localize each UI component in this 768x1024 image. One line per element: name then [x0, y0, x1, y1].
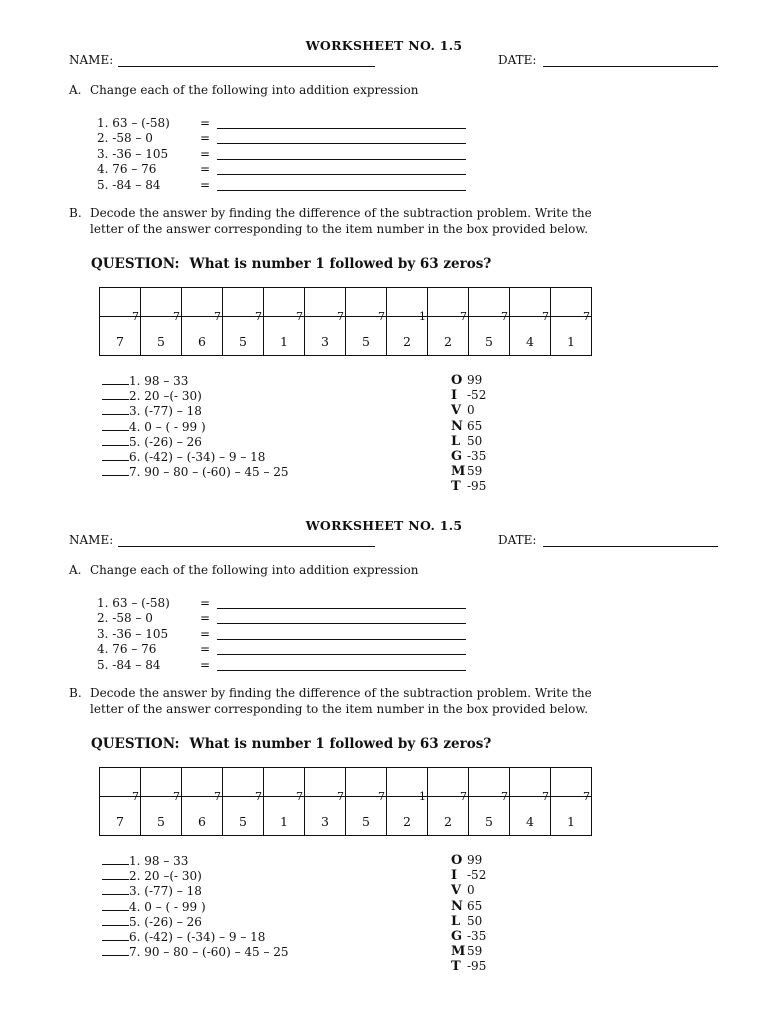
answer-line[interactable] [217, 639, 466, 640]
key-letter: L [451, 433, 461, 449]
name-label: NAME: [69, 533, 114, 547]
equals-sign: = [200, 596, 211, 610]
key-letter: M [451, 464, 466, 480]
problem-item [102, 419, 289, 434]
item-expression: 5. -84 – 84 [97, 177, 161, 192]
key-row [451, 899, 531, 914]
box-number: 3 [321, 813, 329, 829]
equals-sign: = [200, 657, 211, 672]
problem-answer-blank[interactable] [102, 373, 129, 385]
key-row [451, 883, 531, 898]
answer-line[interactable] [217, 143, 466, 144]
box-superscript: 7 [255, 310, 262, 323]
box-number: 4 [526, 333, 534, 349]
box-superscript: 7 [296, 310, 303, 323]
box-superscript: 1 [419, 310, 426, 323]
problem-answer-blank[interactable] [102, 449, 129, 461]
key-row [451, 403, 531, 418]
list-item [97, 642, 477, 657]
worksheet-title: WORKSHEET NO. 1.5 [305, 38, 463, 53]
box-superscript: 7 [460, 790, 467, 803]
key-value: 65 [467, 898, 483, 913]
key-value: -95 [467, 959, 487, 974]
item-expression: 4. 76 – 76 [97, 642, 157, 657]
box-superscript: 7 [378, 790, 385, 803]
box-number: 5 [362, 333, 370, 349]
key-row [451, 929, 531, 944]
problem-text: 6. (-42) – (-34) – 9 – 18 [129, 929, 266, 944]
number-box [223, 790, 264, 836]
problem-item [102, 883, 289, 898]
list-item [97, 596, 477, 611]
box-number: 1 [280, 333, 288, 349]
problem-text: 2. 20 –(- 30) [129, 869, 202, 884]
box-superscript: 7 [214, 790, 221, 803]
problem-text: 6. (-42) – (-34) – 9 – 18 [129, 449, 266, 464]
key-letter: G [451, 928, 463, 944]
key-value: 99 [467, 853, 483, 867]
key-letter: I [451, 388, 458, 404]
key-row [451, 914, 531, 929]
section-a-text: Change each of the following into addition expression [90, 83, 419, 97]
key-row [451, 434, 531, 449]
item-expression: 5. -84 – 84 [97, 657, 161, 672]
number-box [264, 310, 305, 356]
box-number: 4 [526, 813, 534, 829]
number-box [387, 790, 428, 836]
box-number: 5 [239, 813, 247, 829]
item-expression: 1. 63 – (-58) [97, 596, 170, 610]
number-box [551, 790, 592, 836]
box-superscript: 7 [542, 790, 549, 803]
box-superscript: 7 [337, 790, 344, 803]
key-value: 50 [467, 913, 483, 928]
box-number: 2 [403, 813, 411, 829]
number-box [469, 310, 510, 356]
box-superscript: 7 [132, 310, 139, 323]
box-superscript: 7 [583, 310, 590, 323]
problem-answer-blank[interactable] [102, 388, 129, 400]
box-superscript: 7 [173, 790, 180, 803]
worksheet-copy-1 [0, 38, 768, 518]
key-value: 99 [467, 373, 483, 387]
box-superscript: 7 [501, 790, 508, 803]
worksheet-copy-2 [0, 518, 768, 998]
question-label: QUESTION: [91, 736, 180, 752]
box-superscript: 7 [542, 310, 549, 323]
number-box [428, 790, 469, 836]
number-box [469, 790, 510, 836]
problem-item [102, 464, 289, 479]
section-b-line-2: letter of the answer corresponding to the item number in the box provided below. [90, 221, 589, 236]
key-row [451, 419, 531, 434]
number-box [305, 790, 346, 836]
list-item [97, 658, 477, 673]
key-row [451, 944, 531, 959]
equals-sign: = [200, 131, 211, 146]
question [91, 256, 491, 272]
box-number: 5 [485, 813, 493, 829]
problem-text: 4. 0 – ( - 99 ) [129, 899, 206, 914]
key-value: 0 [467, 883, 475, 898]
key-row [451, 449, 531, 464]
section-b-instruction [69, 686, 709, 717]
question-label: QUESTION: [91, 256, 180, 272]
box-number: 5 [157, 333, 165, 349]
subtraction-problems [102, 853, 289, 959]
name-field[interactable] [118, 66, 375, 67]
box-superscript: 7 [460, 310, 467, 323]
box-superscript: 7 [255, 790, 262, 803]
problem-text: 3. (-77) – 18 [129, 404, 202, 419]
section-a-items [97, 596, 477, 673]
equals-sign: = [200, 146, 211, 161]
list-item [97, 162, 477, 177]
problem-item [102, 373, 289, 388]
item-expression: 3. -36 – 105 [97, 146, 169, 161]
problem-text: 1. 98 – 33 [129, 854, 189, 868]
problem-answer-blank[interactable] [102, 899, 129, 911]
section-b-letter: B. [69, 686, 82, 700]
number-box [510, 310, 551, 356]
number-box [182, 310, 223, 356]
key-row [451, 853, 531, 868]
list-item [97, 147, 477, 162]
number-box [264, 790, 305, 836]
problem-text: 7. 90 – 80 – (-60) – 45 – 25 [129, 945, 289, 960]
problem-item [102, 403, 289, 418]
section-b-line-2: letter of the answer corresponding to the item number in the box provided below. [90, 701, 589, 716]
problem-text: 2. 20 –(- 30) [129, 389, 202, 404]
number-box [182, 790, 223, 836]
problem-answer-blank[interactable] [102, 883, 129, 895]
key-letter: N [451, 418, 463, 434]
key-letter: V [451, 883, 462, 899]
question [91, 736, 491, 752]
problem-answer-blank[interactable] [102, 914, 129, 926]
box-number: 7 [116, 813, 124, 829]
number-box [346, 790, 387, 836]
equals-sign: = [200, 611, 211, 626]
answer-key [451, 373, 531, 495]
problem-text: 7. 90 – 80 – (-60) – 45 – 25 [129, 465, 289, 480]
box-number: 5 [485, 333, 493, 349]
problem-item [102, 914, 289, 929]
box-number: 1 [567, 333, 575, 349]
list-item [97, 627, 477, 642]
problem-answer-blank[interactable] [102, 868, 129, 880]
problem-text: 5. (-26) – 26 [129, 434, 202, 449]
box-superscript: 7 [173, 310, 180, 323]
list-item [97, 116, 477, 131]
problem-item [102, 449, 289, 464]
section-b-line-1: Decode the answer by finding the difference of the subtraction problem. Write the [90, 686, 592, 700]
section-a-letter: A. [69, 83, 82, 97]
problem-answer-blank[interactable] [102, 464, 129, 476]
box-superscript: 7 [214, 310, 221, 323]
section-b-line-1: Decode the answer by finding the difference of the subtraction problem. Write the [90, 206, 592, 220]
key-value: -35 [467, 448, 487, 463]
name-label: NAME: [69, 53, 114, 67]
item-expression: 2. -58 – 0 [97, 611, 153, 626]
number-box [551, 310, 592, 356]
box-number: 6 [198, 813, 206, 829]
section-b-letter: B. [69, 206, 82, 220]
number-box [100, 790, 141, 836]
section-a-letter: A. [69, 563, 82, 577]
date-label: DATE: [498, 53, 537, 67]
number-box [100, 310, 141, 356]
key-letter: T [451, 959, 461, 975]
date-label: DATE: [498, 533, 537, 547]
number-box [510, 790, 551, 836]
number-box [387, 310, 428, 356]
list-item [97, 178, 477, 193]
key-value: 50 [467, 433, 483, 448]
problem-text: 4. 0 – ( - 99 ) [129, 419, 206, 434]
box-number: 2 [403, 333, 411, 349]
question-text: What is number 1 followed by 63 zeros? [189, 736, 492, 752]
problem-answer-blank[interactable] [102, 403, 129, 415]
number-box [141, 790, 182, 836]
key-letter: V [451, 403, 462, 419]
equals-sign: = [200, 116, 211, 130]
box-superscript: 7 [501, 310, 508, 323]
key-value: 59 [467, 944, 483, 959]
key-row [451, 464, 531, 479]
key-value: -95 [467, 479, 487, 494]
key-letter: T [451, 479, 461, 495]
key-row [451, 373, 531, 388]
key-row [451, 868, 531, 883]
question-text: What is number 1 followed by 63 zeros? [189, 256, 492, 272]
equals-sign: = [200, 642, 211, 657]
answer-line[interactable] [217, 174, 466, 175]
key-value: -52 [467, 388, 487, 403]
item-expression: 1. 63 – (-58) [97, 116, 170, 130]
worksheet-title: WORKSHEET NO. 1.5 [305, 518, 463, 533]
section-a-items [97, 116, 477, 193]
key-letter: O [451, 373, 463, 388]
number-box [305, 310, 346, 356]
number-box [428, 310, 469, 356]
answer-line[interactable] [217, 608, 466, 609]
key-letter: L [451, 913, 461, 929]
box-number: 1 [280, 813, 288, 829]
key-letter: N [451, 898, 463, 914]
key-letter: I [451, 868, 458, 884]
problem-text: 5. (-26) – 26 [129, 914, 202, 929]
problem-item [102, 944, 289, 959]
section-b-instruction [69, 206, 709, 237]
number-box [141, 310, 182, 356]
key-value: -35 [467, 928, 487, 943]
problem-text: 1. 98 – 33 [129, 374, 189, 388]
box-superscript: 7 [132, 790, 139, 803]
box-number: 5 [362, 813, 370, 829]
box-number: 6 [198, 333, 206, 349]
problem-item [102, 899, 289, 914]
answer-line[interactable] [217, 623, 466, 624]
key-letter: O [451, 853, 463, 868]
equals-sign: = [200, 177, 211, 192]
key-row [451, 959, 531, 974]
box-number: 5 [239, 333, 247, 349]
problem-item [102, 868, 289, 883]
key-row [451, 388, 531, 403]
date-field[interactable] [543, 546, 718, 547]
equals-sign: = [200, 162, 211, 177]
box-superscript: 7 [337, 310, 344, 323]
answer-grid [99, 767, 592, 836]
key-letter: M [451, 944, 466, 960]
key-value: 65 [467, 418, 483, 433]
answer-line[interactable] [217, 670, 466, 671]
box-superscript: 7 [583, 790, 590, 803]
problem-item [102, 434, 289, 449]
box-superscript: 7 [296, 790, 303, 803]
date-field[interactable] [543, 66, 718, 67]
list-item [97, 131, 477, 146]
box-number: 3 [321, 333, 329, 349]
box-superscript: 7 [378, 310, 385, 323]
answer-line[interactable] [217, 128, 466, 129]
box-number: 2 [444, 813, 452, 829]
box-number: 1 [567, 813, 575, 829]
section-a-instruction [69, 563, 418, 577]
box-number: 2 [444, 333, 452, 349]
item-expression: 3. -36 – 105 [97, 626, 169, 641]
answer-line[interactable] [217, 654, 466, 655]
subtraction-problems [102, 373, 289, 479]
equals-sign: = [200, 626, 211, 641]
key-value: 59 [467, 464, 483, 479]
answer-grid [99, 287, 592, 356]
key-value: 0 [467, 403, 475, 418]
key-letter: G [451, 448, 463, 464]
key-value: -52 [467, 868, 487, 883]
item-expression: 4. 76 – 76 [97, 162, 157, 177]
key-row [451, 479, 531, 494]
section-a-text: Change each of the following into addition expression [90, 563, 419, 577]
problem-item [102, 853, 289, 868]
section-a-instruction [69, 83, 418, 97]
answer-line[interactable] [217, 190, 466, 191]
problem-answer-blank[interactable] [102, 419, 129, 431]
problem-text: 3. (-77) – 18 [129, 884, 202, 899]
number-box [346, 310, 387, 356]
name-field[interactable] [118, 546, 375, 547]
list-item [97, 611, 477, 626]
box-number: 7 [116, 333, 124, 349]
problem-answer-blank[interactable] [102, 944, 129, 956]
box-superscript: 1 [419, 790, 426, 803]
problem-item [102, 929, 289, 944]
number-box [223, 310, 264, 356]
problem-answer-blank[interactable] [102, 853, 129, 865]
answer-key [451, 853, 531, 975]
box-number: 5 [157, 813, 165, 829]
item-expression: 2. -58 – 0 [97, 131, 153, 146]
problem-answer-blank[interactable] [102, 434, 129, 446]
problem-item [102, 388, 289, 403]
problem-answer-blank[interactable] [102, 929, 129, 941]
answer-line[interactable] [217, 159, 466, 160]
